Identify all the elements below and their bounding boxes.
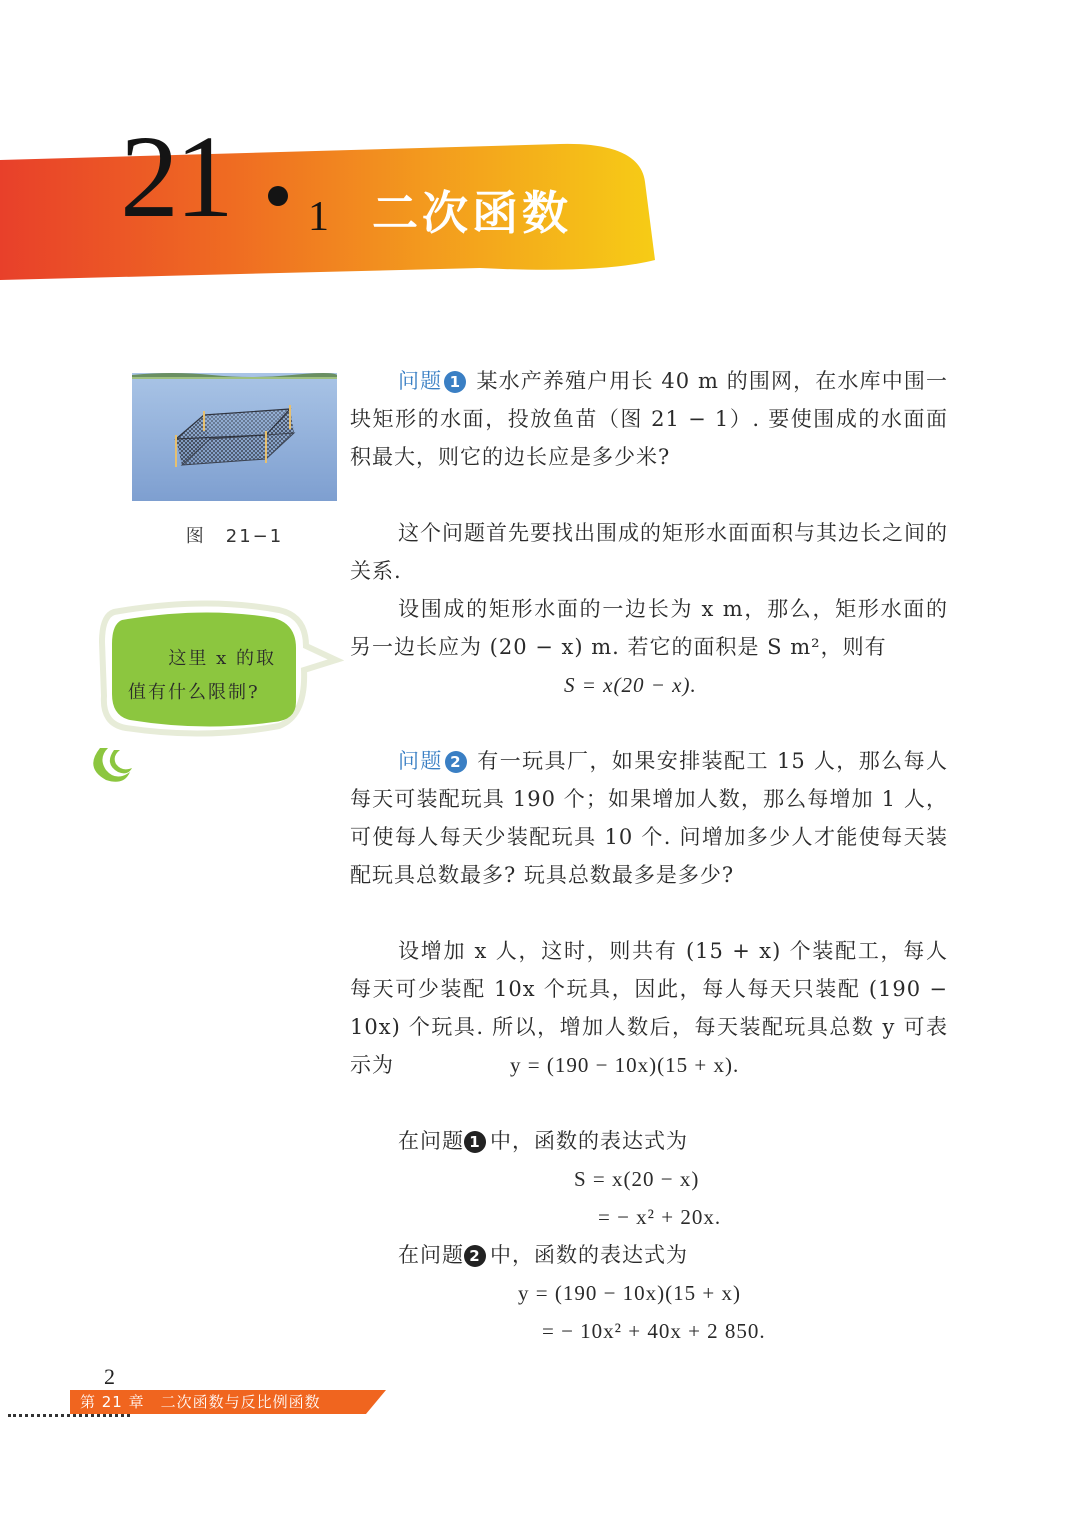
bubble-text [128,642,276,710]
figure-caption: 图 21−1 [185,526,284,547]
equation-y-line-1: y = (190 − 10x)(15 + x) [518,1281,742,1305]
summary-1-suffix: 中，函数的表达式为 [490,1129,688,1153]
equation-area: S = x(20 − x). [564,673,697,697]
problem-1-label: 问题 [398,369,443,393]
equation-s-line-1: S = x(20 − x) [574,1167,700,1191]
section-number-minor: 1 [308,194,329,240]
problem-1-text: 某水产养殖户用长 40 m 的围网，在水库中围一块矩形的水面，投放鱼苗（图 21 − 1）. 要使围成的水面面积最大，则它的边长应是多少米? [350,369,948,469]
summary-2-suffix: 中，函数的表达式为 [490,1243,688,1267]
section-title: 二次函数 [372,186,572,240]
summary-problem-1 [350,1122,948,1160]
bubble-line-2: 值有什么限制? [128,682,260,703]
summary-2-prefix: 在问题 [398,1243,464,1267]
problem-1-number-badge: 1 [444,371,466,393]
problem-2-number-badge: 2 [445,751,467,773]
summary-1-prefix: 在问题 [398,1129,464,1153]
summary-1-number-badge: 1 [464,1131,486,1153]
page-number: 2 [104,1364,115,1389]
footer-dotted-rule [8,1414,130,1417]
summary-problem-2 [350,1236,948,1274]
summary-2-number-badge: 2 [464,1245,486,1267]
problem-2-text: 有一玩具厂，如果安排装配工 15 人，那么每人每天可装配玩具 190 个；如果增加人数，那么每增加 1 人，可使每人每天少装配玩具 10 个. 问增加多少人才能使每天装配玩具总数最多? 玩具总数最多是多少? [350,749,949,887]
paragraph-setup-2: 设增加 x 人，这时，则共有 (15 + x) 个装配工，每人每天可少装配 10x 个玩具，因此，每人每天只装配 (190 − 10x) 个玩具. 所以，增加人数后，每天装配玩具总数 y 可表示为 [350,939,948,1077]
paragraph-relation: 这个问题首先要找出围成的矩形水面面积与其边长之间的关系. [350,521,948,583]
problem-2 [350,742,948,894]
equation-toys: y = (190 − 10x)(15 + x). [510,1053,740,1077]
section-number-dot [268,186,288,206]
problem-1 [350,362,948,476]
equation-s-line-2: = − x² + 20x. [598,1205,722,1229]
net-enclosure-figure [132,373,337,501]
paragraph-setup-1: 设围成的矩形水面的一边长为 x m，那么，矩形水面的另一边长应为 (20 − x) m. 若它的面积是 S m²，则有 [350,597,948,659]
equation-y-line-2: = − 10x² + 40x + 2 850. [542,1319,766,1343]
problem-2-label: 问题 [398,749,443,773]
section-number-major: 21 [120,111,230,242]
chapter-footer-text: 第 21 章 二次函数与反比例函数 [80,1393,321,1411]
bubble-line-1: 这里 x 的取 [168,648,276,669]
